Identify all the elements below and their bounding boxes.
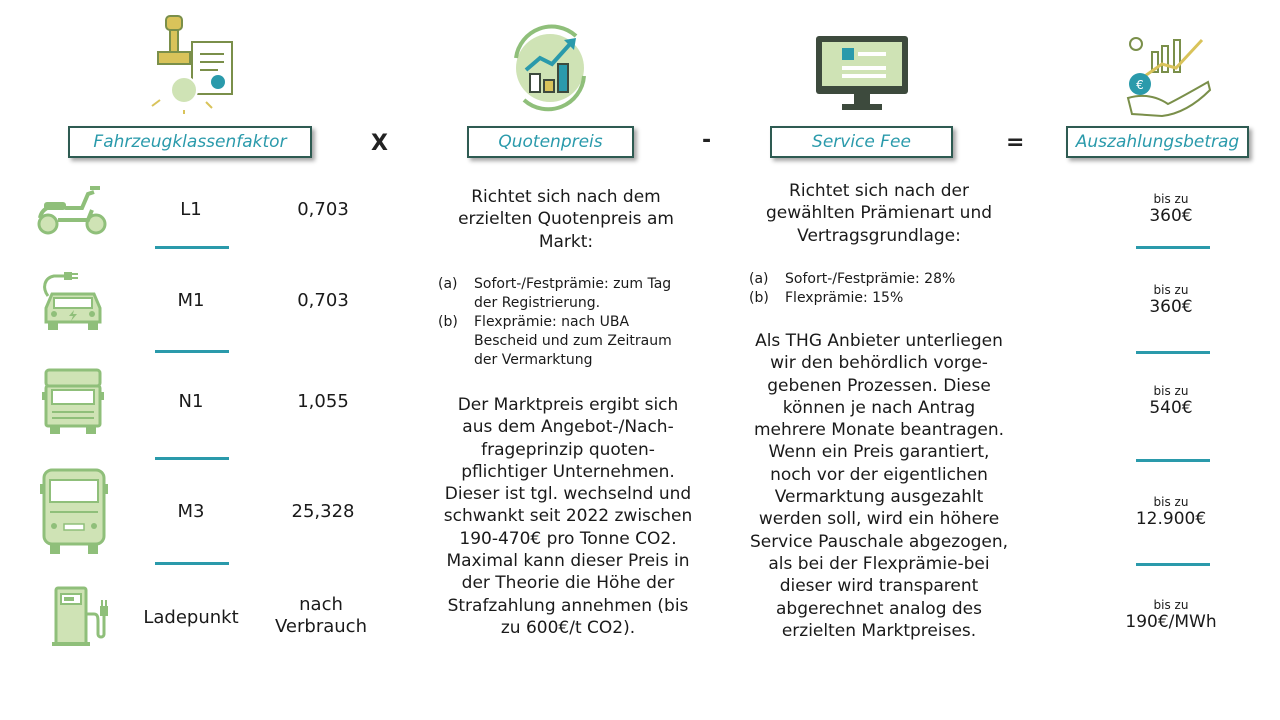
- vehicle-class-ladepunkt: Ladepunkt: [143, 607, 239, 628]
- row-separator: [1136, 459, 1210, 462]
- list-item-text: Flexprämie: 15%: [785, 290, 904, 306]
- quotenpreis-options-list: [438, 275, 696, 370]
- list-item: [749, 289, 1007, 308]
- vehicle-class-m1: M1: [177, 290, 205, 311]
- payout-value: 540€: [1149, 398, 1193, 418]
- electric-car-icon: [38, 268, 108, 334]
- quotenpreis-description: Der Marktpreis ergibt sich aus dem Angebot-/Nach-frageprinzip quoten-pflichtiger Unternehmen. Dieser ist tgl. wechselnd und schwankt seit 2022 zwischen 190-470€ pro Tonne CO2. Maximal kann dieser Preis in der Theorie die Höhe der Strafzahlung annehmen (bis zu 600€/t CO2).: [443, 395, 693, 638]
- row-separator: [155, 246, 229, 249]
- payout-l1: [1116, 192, 1226, 226]
- payout-value: 360€: [1149, 206, 1193, 226]
- list-item: [438, 275, 696, 313]
- servicefee-intro: Richtet sich nach der gewählten Prämienart und Vertragsgrundlage:: [765, 181, 993, 246]
- row-separator: [155, 457, 229, 460]
- market-chart-cycle-icon: [500, 18, 600, 114]
- payout-m1: [1116, 283, 1226, 317]
- list-item-label: (a): [438, 276, 458, 292]
- list-item-label: (b): [749, 290, 769, 306]
- payout-value: 190€/MWh: [1125, 612, 1217, 632]
- payout-prefix: bis zu: [1153, 384, 1189, 398]
- money-growth-hand-icon: [1122, 34, 1214, 120]
- vehicle-factor-m1: 0,703: [297, 290, 349, 311]
- row-separator: [1136, 246, 1210, 249]
- scooter-icon: [36, 184, 108, 236]
- payout-ladepunkt: [1116, 598, 1226, 632]
- stamp-certificate-icon: [148, 14, 238, 114]
- payout-prefix: bis zu: [1153, 495, 1189, 509]
- payout-value: 360€: [1149, 297, 1193, 317]
- servicefee-description: Als THG Anbieter unterliegen wir den behördlich vorge-gebenen Prozessen. Diese können je nach Antrag mehrere Monate beantragen. Wenn ein Preis garantiert, noch vor der eigentlichen Vermarktung ausgezahlt werden soll, wird ein höhere Service Pauschale abgezogen, als bei der Flexprämie-bei dieser wird transparent abgerechnet analog des erzielten Marktpreises.: [749, 331, 1009, 641]
- svg-text:€: €: [1136, 78, 1144, 92]
- list-item-text: Sofort-/Festprämie: zum Tag der Registrierung.: [474, 276, 672, 311]
- minus-operator: -: [702, 128, 712, 153]
- list-item: [438, 313, 696, 370]
- payout-value: 12.900€: [1135, 509, 1207, 529]
- vehicle-factor-m3: 25,328: [291, 501, 355, 522]
- list-item-label: (a): [749, 271, 769, 287]
- multiply-operator: X: [371, 131, 388, 156]
- vehicle-factor-ladepunkt: nach Verbrauch: [275, 594, 367, 637]
- list-item-text: Flexprämie: nach UBA Bescheid und zum Zeitraum der Vermarktung: [474, 314, 672, 368]
- payout-prefix: bis zu: [1153, 192, 1189, 206]
- servicefee-options-list: [749, 270, 1007, 308]
- list-item-label: (b): [438, 314, 458, 330]
- vehicle-class-m3: M3: [177, 501, 205, 522]
- row-separator: [1136, 563, 1210, 566]
- bus-icon: [38, 466, 110, 556]
- vehicle-factor-n1: 1,055: [297, 391, 349, 412]
- header-service-fee: Service Fee: [770, 126, 953, 158]
- list-item: [749, 270, 1007, 289]
- header-quotenpreis: Quotenpreis: [467, 126, 634, 158]
- payout-prefix: bis zu: [1153, 283, 1189, 297]
- header-auszahlungsbetrag: Auszahlungsbetrag: [1066, 126, 1249, 158]
- quotenpreis-intro: Richtet sich nach dem erzielten Quotenpreis am Markt:: [458, 187, 674, 252]
- payout-n1: [1116, 384, 1226, 418]
- vehicle-factor-l1: 0,703: [297, 199, 349, 220]
- vehicle-class-l1: L1: [180, 199, 202, 220]
- payout-prefix: bis zu: [1153, 598, 1189, 612]
- list-item-text: Sofort-/Festprämie: 28%: [785, 271, 956, 287]
- van-icon: [40, 366, 106, 436]
- row-separator: [1136, 351, 1210, 354]
- computer-profile-icon: [814, 34, 910, 112]
- vehicle-class-n1: N1: [178, 391, 204, 412]
- header-fahrzeugklassenfaktor: Fahrzeugklassenfaktor: [68, 126, 312, 158]
- equals-operator: =: [1006, 130, 1025, 155]
- charging-station-icon: [50, 584, 114, 648]
- row-separator: [155, 350, 229, 353]
- payout-m3: [1116, 495, 1226, 529]
- row-separator: [155, 562, 229, 565]
